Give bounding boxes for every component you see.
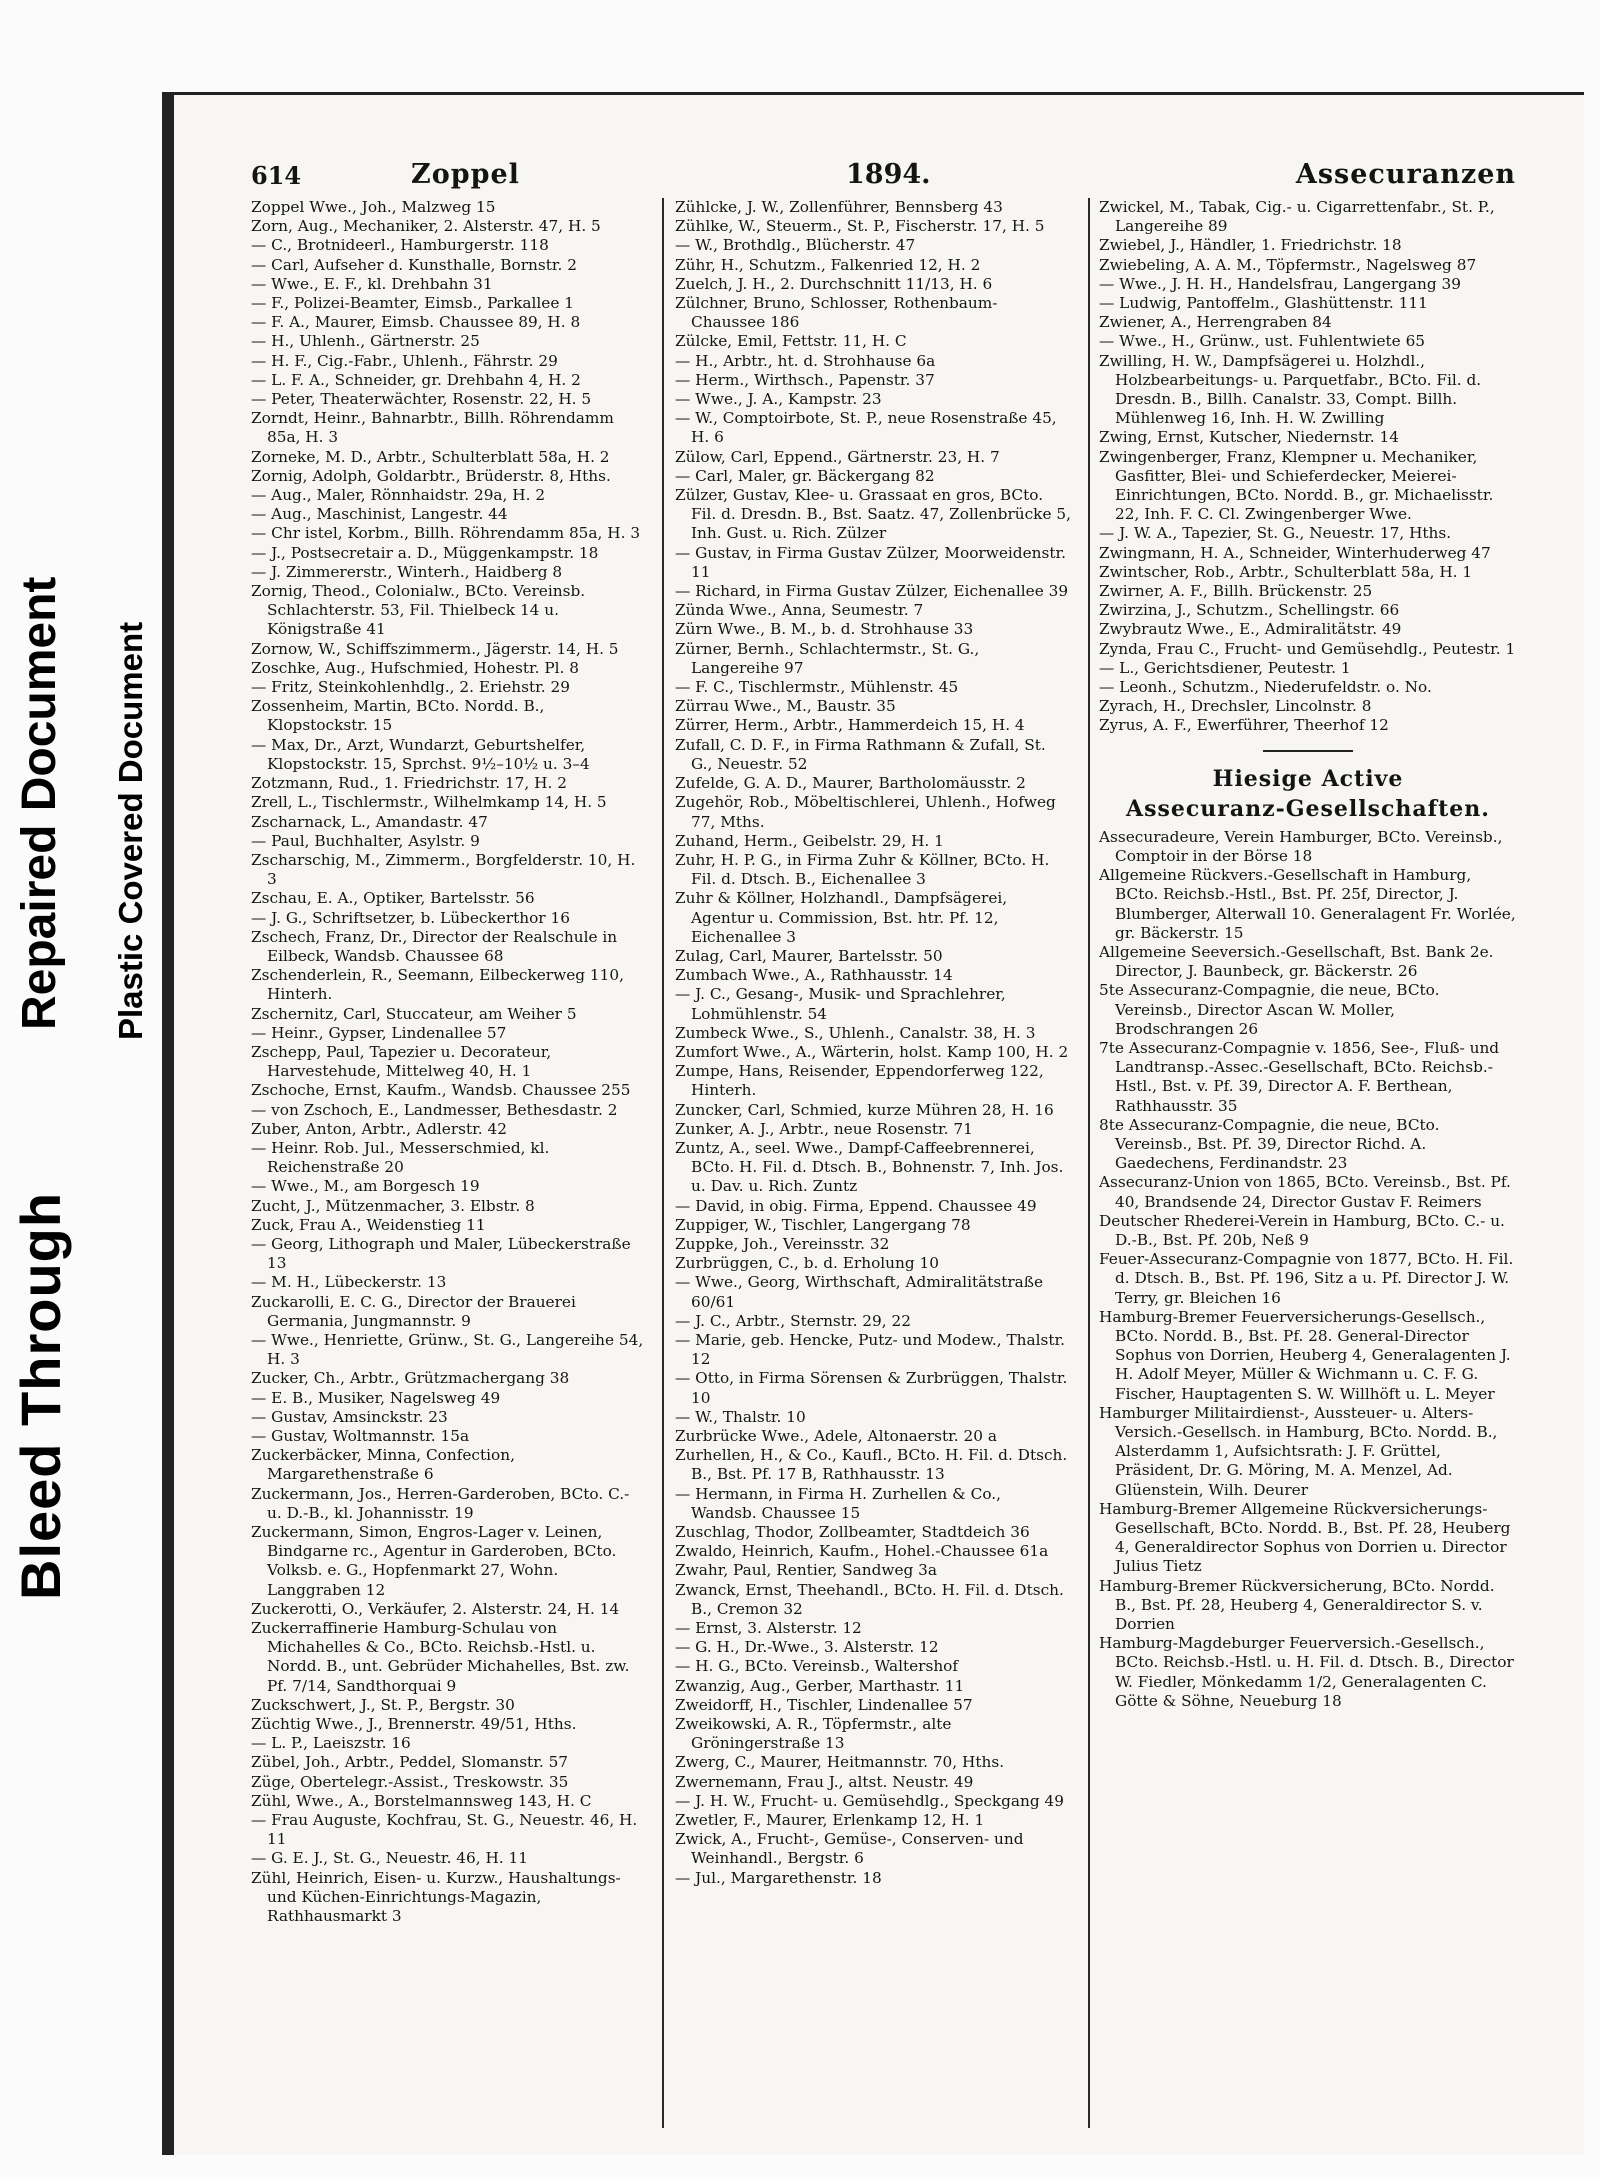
directory-entry: — Ernst, 3. Alsterstr. 12 — [675, 1619, 862, 1638]
directory-entry: Zwahr, Paul, Rentier, Sandweg 3a — [675, 1561, 938, 1580]
header-year: 1894. — [846, 159, 931, 190]
directory-entry: Zoschke, Aug., Hufschmied, Hohestr. Pl. 8 — [251, 658, 579, 677]
directory-entry: Zschenderlein, R., Seemann, Eilbeckerweg 110, Hinterh. — [251, 966, 624, 1004]
directory-entry: Züchtig Wwe., J., Brennerstr. 49/51, Hths. — [251, 1715, 577, 1734]
column-3-entries — [1099, 198, 1517, 736]
section-title-line-1: Hiesige Active — [1212, 765, 1404, 792]
directory-entry: Zwerg, C., Maurer, Heitmannstr. 70, Hths. — [675, 1753, 1005, 1772]
directory-entry: — W., Thalstr. 10 — [675, 1407, 806, 1426]
directory-entry: Zwernemann, Frau J., altst. Neustr. 49 — [675, 1772, 974, 1791]
directory-entry: 8te Assecuranz-Compagnie, die neue, BCto. Vereinsb., Bst. Pf. 39, Director Richd. A. Gaedechens, Ferdinandstr. 23 — [1099, 1115, 1440, 1173]
directory-entry: — Wwe., Georg, Wirthschaft, Admiralitätstraße 60/61 — [675, 1273, 1044, 1311]
directory-entry: Zumpe, Hans, Reisender, Eppendorferweg 122, Hinterh. — [675, 1062, 1044, 1100]
directory-entry: — Gustav, Woltmannstr. 15a — [251, 1427, 470, 1445]
directory-entry: — J. G., Schriftsetzer, b. Lübeckerthor 16 — [251, 908, 570, 927]
directory-entry: — Wwe., E. F., kl. Drehbahn 31 — [251, 274, 493, 293]
directory-entry: Zwaldo, Heinrich, Kaufm., Hohel.-Chaussee 61a — [675, 1542, 1049, 1561]
directory-entry: Allgemeine Rückvers.-Gesellschaft in Hamburg, BCto. Reichsb.-Hstl., Bst. Pf. 25f, Director, J. Blumberger, Alterwall 10. Generalagent Fr. Worlée, gr. Bäckerstr. 15 — [1099, 866, 1516, 942]
directory-entry: Zuckarolli, E. C. G., Director der Brauerei Germania, Jungmannstr. 9 — [251, 1292, 576, 1330]
directory-entry: — L. P., Laeiszstr. 16 — [251, 1734, 411, 1753]
directory-entry: Zumbeck Wwe., S., Uhlenh., Canalstr. 38, H. 3 — [675, 1023, 1036, 1042]
column-1 — [251, 198, 647, 2128]
directory-entry: Allgemeine Seeversich.-Gesellschaft, Bst. Bank 2e. Director, J. Baunbeck, gr. Bäckerstr. 26 — [1099, 942, 1494, 981]
directory-entry: Zschech, Franz, Dr., Director der Realschule in Eilbeck, Wandsb. Chaussee 68 — [251, 927, 618, 965]
directory-entry: Zuckerraffinerie Hamburg-Schulau von Michahelles & Co., BCto. Reichsb.-Hstl. u. Nordd. B., unt. Gebrüder Michahelles, Bst. zw. Pf. 7/14, Sandthorquai 9 — [251, 1619, 630, 1695]
page-content — [251, 153, 1526, 2148]
directory-entry: — Herm., Wirthsch., Papenstr. 37 — [675, 370, 935, 389]
directory-entry: — Wwe., M., am Borgesch 19 — [251, 1177, 480, 1196]
page-header — [251, 153, 1526, 193]
directory-entry: Zuckerbäcker, Minna, Confection, Margarethenstraße 6 — [251, 1446, 515, 1484]
directory-entry: — Aug., Maschinist, Langestr. 44 — [251, 505, 508, 524]
header-right-word: Assecuranzen — [1295, 159, 1516, 190]
directory-entry: Zwiener, A., Herrengraben 84 — [1099, 313, 1332, 332]
section-title-line-2: Assecuranz-Gesellschaften. — [1126, 795, 1490, 822]
directory-entry: Zübel, Joh., Arbtr., Peddel, Slomanstr. 57 — [251, 1753, 569, 1772]
directory-entry: Zühl, Heinrich, Eisen- u. Kurzw., Haushaltungs- und Küchen-Einrichtungs-Magazin, Rathhausmarkt 3 — [251, 1868, 621, 1926]
directory-entry: Zurhellen, H., & Co., Kaufl., BCto. H. Fil. d. Dtsch. B., Bst. Pf. 17 B, Rathhausstr. 13 — [675, 1446, 1068, 1484]
directory-entry: — Georg, Lithograph und Maler, Lübeckerstraße 13 — [251, 1234, 631, 1273]
directory-entry: Assecuradeure, Verein Hamburger, BCto. Vereinsb., Comptoir in der Börse 18 — [1099, 827, 1503, 865]
directory-entry: Zotzmann, Rud., 1. Friedrichstr. 17, H. 2 — [251, 774, 567, 793]
directory-entry: Zwing, Ernst, Kutscher, Niedernstr. 14 — [1099, 428, 1399, 447]
directory-entry: Zuhr, H. P. G., in Firma Zuhr & Köllner, BCto. H. Fil. d. Dtsch. B., Eichenallee 3 — [675, 850, 1050, 889]
directory-entry: — Marie, geb. Hencke, Putz- und Modew., Thalstr. 12 — [675, 1330, 1066, 1369]
directory-entry: — Peter, Theaterwächter, Rosenstr. 22, H. 5 — [251, 390, 592, 409]
directory-entry: Zühl, Wwe., A., Borstelmannsweg 143, H. C — [251, 1791, 592, 1810]
directory-entry: — Carl, Aufseher d. Kunsthalle, Bornstr. 2 — [251, 255, 577, 274]
directory-entry: Zürner, Bernh., Schlachtermstr., St. G., Langereihe 97 — [675, 639, 980, 677]
directory-entry: — David, in obig. Firma, Eppend. Chaussee 49 — [675, 1196, 1037, 1215]
column-3-insurance-entries — [1099, 828, 1517, 1711]
directory-entry: — Gustav, Amsinckstr. 23 — [251, 1407, 448, 1426]
directory-entry: Zucht, J., Mützenmacher, 3. Elbstr. 8 — [251, 1196, 535, 1215]
directory-entry: — Wwe., Henriette, Grünw., St. G., Langereihe 54, H. 3 — [251, 1330, 644, 1369]
directory-entry: — Leonh., Schutzm., Niederufeldstr. o. No. — [1099, 678, 1432, 697]
directory-entry: — Hermann, in Firma H. Zurhellen & Co., Wandsb. Chaussee 15 — [675, 1484, 1001, 1522]
directory-entry: Hamburg-Magdeburger Feuerversich.-Gesellsch., BCto. Reichsb.-Hstl. u. H. Fil. d. Dtsch. B., Director W. Fiedler, Mönkedamm 1/2, Generalagenten C. Götte & Söhne, Neueburg 18 — [1099, 1634, 1514, 1710]
page-number: 614 — [251, 161, 302, 190]
directory-entry: — L. F. A., Schneider, gr. Drehbahn 4, H. 2 — [251, 370, 581, 389]
directory-entry: Zweidorff, H., Tischler, Lindenallee 57 — [675, 1695, 973, 1714]
directory-entry: Zumfort Wwe., A., Wärterin, holst. Kamp 100, H. 2 — [675, 1042, 1069, 1061]
directory-entry: Zwintscher, Rob., Arbtr., Schulterblatt 58a, H. 1 — [1099, 562, 1473, 581]
directory-entry: — Richard, in Firma Gustav Zülzer, Eichenallee 39 — [675, 582, 1069, 601]
directory-entry: Zoppel Wwe., Joh., Malzweg 15 — [251, 198, 496, 216]
directory-entry: — J. Zimmererstr., Winterh., Haidberg 8 — [251, 562, 563, 581]
directory-entry: Zurbrücke Wwe., Adele, Altonaerstr. 20 a — [675, 1427, 997, 1445]
directory-entry: Hamburg-Bremer Allgemeine Rückversicherungs-Gesellschaft, BCto. Nordd. B., Bst. Pf. 28, Heuberg 4, Generaldirector Sophus von Dorrien u. Director Julius Tietz — [1099, 1499, 1511, 1576]
directory-entry: — Heinr. Rob. Jul., Messerschmied, kl. Reichenstraße 20 — [251, 1138, 550, 1177]
directory-entry: Zünda Wwe., Anna, Seumestr. 7 — [675, 601, 924, 620]
directory-entry: Zulag, Carl, Maurer, Bartelsstr. 50 — [675, 946, 943, 965]
directory-entry: — von Zschoch, E., Landmesser, Bethesdastr. 2 — [251, 1100, 618, 1119]
directory-entry: — J. W. A., Tapezier, St. G., Neuestr. 17, Hths. — [1099, 524, 1452, 543]
directory-entry: Zwanck, Ernst, Theehandl., BCto. H. Fil. d. Dtsch. B., Cremon 32 — [675, 1580, 1064, 1618]
directory-entry: 7te Assecuranz-Compagnie v. 1856, See-, Fluß- und Landtransp.-Assec.-Gesellschaft, BCto. Reichsb.-Hstl., Bst. v. Pf. 39, Director A. F. Berthean, Rathhausstr. 35 — [1099, 1038, 1500, 1115]
directory-entry: Zufelde, G. A. D., Maurer, Bartholomäusstr. 2 — [675, 774, 1026, 793]
directory-entry: Zwingmann, H. A., Schneider, Winterhuderweg 47 — [1099, 543, 1491, 562]
directory-entry: — Wwe., J. A., Kampstr. 23 — [675, 390, 882, 409]
directory-entry: Zorndt, Heinr., Bahnarbtr., Billh. Röhrendamm 85a, H. 3 — [251, 409, 614, 447]
directory-entry: — H., Arbtr., ht. d. Strohhause 6a — [675, 351, 936, 370]
directory-entry: Zühlcke, J. W., Zollenführer, Bennsberg 43 — [675, 198, 1003, 216]
directory-entry: Zorneke, M. D., Arbtr., Schulterblatt 58a, H. 2 — [251, 447, 610, 466]
directory-entry: Zuckschwert, J., St. P., Bergstr. 30 — [251, 1695, 515, 1714]
directory-entry: Zornig, Theod., Colonialw., BCto. Vereinsb. Schlachterstr. 53, Fil. Thielbeck 14 u. Königstraße 41 — [251, 582, 586, 639]
directory-entry: Zülzer, Gustav, Klee- u. Grassaat en gros, BCto. Fil. d. Dresdn. B., Bst. Saatz. 47, Zollenbrücke 5, Inh. Gust. u. Rich. Zülzer — [675, 486, 1071, 543]
directory-entry: Assecuranz-Union von 1865, BCto. Vereinsb., Bst. Pf. 40, Brandsende 24, Director Gustav F. Reimers — [1099, 1173, 1511, 1211]
directory-entry: — Aug., Maler, Rönnhaidstr. 29a, H. 2 — [251, 486, 546, 505]
directory-entry: — Heinr., Gypser, Lindenallee 57 — [251, 1023, 507, 1042]
directory-entry: — Paul, Buchhalter, Asylstr. 9 — [251, 831, 480, 850]
directory-entry: — Chr istel, Korbm., Billh. Röhrendamm 85a, H. 3 — [251, 524, 641, 543]
directory-entry: Zornow, W., Schiffszimmerm., Jägerstr. 14, H. 5 — [251, 639, 619, 658]
directory-entry: — J. C., Gesang-, Musik- und Sprachlehrer, Lohmühlenstr. 54 — [675, 985, 1006, 1023]
directory-entry: Zufall, C. D. F., in Firma Rathmann & Zufall, St. G., Neuestr. 52 — [675, 735, 1046, 773]
directory-entry: — Jul., Margarethenstr. 18 — [675, 1868, 882, 1887]
directory-entry: Zühlke, W., Steuerm., St. P., Fischerstr. 17, H. 5 — [675, 217, 1045, 236]
annotation-labels — [0, 0, 150, 2177]
directory-entry: Hamburg-Bremer Rückversicherung, BCto. Nordd. B., Bst. Pf. 28, Heuberg 4, Generaldirector S. v. Dorrien — [1099, 1576, 1495, 1634]
directory-entry: Zwingenberger, Franz, Klempner u. Mechaniker, Gasfitter, Blei- und Schieferdecker, Meierei-Einrichtungen, BCto. Nordd. B., gr. Michaelisstr. 22, Inh. F. C. Cl. Zwingenberger Wwe. — [1099, 447, 1494, 524]
column-3 — [1099, 198, 1517, 2128]
directory-entry: Zschernitz, Carl, Stuccateur, am Weiher 5 — [251, 1004, 577, 1023]
directory-entry: Zuhr & Köllner, Holzhandl., Dampfsägerei, Agentur u. Commission, Bst. htr. Pf. 12, Eichenallee 3 — [675, 889, 1008, 946]
directory-entry: — Carl, Maler, gr. Bäckergang 82 — [675, 466, 935, 485]
directory-entry: Zürn Wwe., B. M., b. d. Strohhause 33 — [675, 620, 974, 639]
directory-entry: — W., Comptoirbote, St. P., neue Rosenstraße 45, H. 6 — [675, 409, 1057, 447]
directory-entry: — J. C., Arbtr., Sternstr. 29, 22 — [675, 1311, 911, 1330]
scanned-page — [162, 92, 1584, 2155]
directory-entry: Zorn, Aug., Mechaniker, 2. Alsterstr. 47, H. 5 — [251, 217, 601, 236]
directory-entry: Zuschlag, Thodor, Zollbeamter, Stadtdeich 36 — [675, 1523, 1030, 1542]
directory-entry: Zynda, Frau C., Frucht- und Gemüsehdlg., Peutestr. 1 — [1099, 639, 1516, 658]
label-repaired-document: Repaired Document — [13, 576, 66, 1030]
section-separator — [1263, 750, 1353, 752]
directory-entry: Zwiebel, J., Händler, 1. Friedrichstr. 18 — [1099, 236, 1402, 255]
directory-entry: — J. H. W., Frucht- u. Gemüsehdlg., Speckgang 49 — [675, 1791, 1064, 1810]
directory-entry: Zuppke, Joh., Vereinsstr. 32 — [675, 1234, 890, 1253]
directory-entry: — J., Postsecretair a. D., Müggenkampstr. 18 — [251, 543, 599, 562]
directory-entry: Zwickel, M., Tabak, Cig.- u. Cigarrettenfabr., St. P., Langereihe 89 — [1099, 198, 1495, 236]
directory-entry: Hamburg-Bremer Feuerversicherungs-Gesellsch., BCto. Nordd. B., Bst. Pf. 28. General-Director Sophus von Dorrien, Heuberg 4, Generalagenten J. H. Adolf Meyer, Müller & Wichmann u. C. F. G. Fischer, Hauptagenten S. W. Willhöft u. L. Meyer — [1099, 1307, 1511, 1403]
directory-entry: Zucker, Ch., Arbtr., Grützmachergang 38 — [251, 1369, 570, 1388]
directory-entry: — Wwe., J. H. H., Handelsfrau, Langergang 39 — [1099, 274, 1462, 293]
label-plastic-covered-document: Plastic Covered Document — [112, 621, 149, 1040]
directory-entry: Zuppiger, W., Tischler, Langergang 78 — [675, 1215, 971, 1234]
directory-entry: Zuck, Frau A., Weidenstieg 11 — [251, 1215, 486, 1234]
directory-entry: — Max, Dr., Arzt, Wundarzt, Geburtshelfer, Klopstockstr. 15, Sprchst. 9½–10½ u. 3–4 — [251, 735, 590, 773]
directory-entry: Zrell, L., Tischlermstr., Wilhelmkamp 14, H. 5 — [251, 793, 607, 812]
column-divider — [1088, 198, 1090, 2128]
directory-entry: Zyrus, A. F., Ewerführer, Theerhof 12 — [1099, 716, 1389, 735]
directory-entry: — H. G., BCto. Vereinsb., Waltershof — [675, 1657, 959, 1676]
directory-entry: Zuhand, Herm., Geibelstr. 29, H. 1 — [675, 831, 944, 850]
directory-entry: Zwirner, A. F., Billh. Brückenstr. 25 — [1099, 582, 1373, 601]
directory-entry: — Gustav, in Firma Gustav Zülzer, Moorweidenstr. 11 — [675, 543, 1066, 581]
directory-entry: Zwanzig, Aug., Gerber, Marthastr. 11 — [675, 1676, 965, 1695]
directory-entry: Zuncker, Carl, Schmied, kurze Mühren 28, H. 16 — [675, 1100, 1054, 1119]
directory-entry: Zuntz, A., seel. Wwe., Dampf-Caffeebrennerei, BCto. H. Fil. d. Dtsch. B., Bohnenstr. 7, Inh. Jos. u. Dav. u. Rich. Zuntz — [675, 1138, 1064, 1196]
directory-entry: — H. F., Cig.-Fabr., Uhlenh., Fährstr. 29 — [251, 351, 558, 370]
directory-entry: Deutscher Rhederei-Verein in Hamburg, BCto. C.- u. D.-B., Bst. Pf. 20b, Neß 9 — [1099, 1211, 1505, 1249]
directory-entry: Zschepp, Paul, Tapezier u. Decorateur, Harvestehude, Mittelweg 40, H. 1 — [251, 1042, 552, 1081]
directory-entry: Zwetler, F., Maurer, Erlenkamp 12, H. 1 — [675, 1811, 985, 1830]
directory-entry: Zwick, A., Frucht-, Gemüse-, Conserven- und Weinhandl., Bergstr. 6 — [675, 1830, 1024, 1868]
directory-entry: — C., Brotnideerl., Hamburgerstr. 118 — [251, 236, 549, 255]
directory-entry: 5te Assecuranz-Compagnie, die neue, BCto. Vereinsb., Director Ascan W. Moller, Brodschrangen 26 — [1099, 981, 1440, 1038]
directory-entry: — Fritz, Steinkohlenhdlg., 2. Eriehstr. 29 — [251, 678, 570, 697]
directory-entry: Zuckermann, Simon, Engros-Lager v. Leinen, Bindgarne rc., Agentur in Garderoben, BCto. Volksb. e. G., Hopfenmarkt 27, Wohn. Langgraben 12 — [251, 1523, 617, 1599]
directory-entry: Zühr, H., Schutzm., Falkenried 12, H. 2 — [675, 255, 981, 274]
directory-entry: — Otto, in Firma Sörensen & Zurbrüggen, Thalstr. 10 — [675, 1369, 1068, 1407]
directory-entry: Zornig, Adolph, Goldarbtr., Brüderstr. 8, Hths. — [251, 466, 611, 485]
directory-entry: — Ludwig, Pantoffelm., Glashüttenstr. 111 — [1099, 294, 1428, 313]
directory-entry: — H., Uhlenh., Gärtnerstr. 25 — [251, 332, 480, 351]
directory-entry: Zülow, Carl, Eppend., Gärtnerstr. 23, H. 7 — [675, 447, 1000, 466]
directory-entry: Zyrach, H., Drechsler, Lincolnstr. 8 — [1099, 697, 1372, 716]
directory-entry: Zürrer, Herm., Arbtr., Hammerdeich 15, H. 4 — [675, 716, 1025, 735]
directory-entry: Zossenheim, Martin, BCto. Nordd. B., Klopstockstr. 15 — [251, 697, 545, 735]
directory-entry: — Wwe., H., Grünw., ust. Fuhlentwiete 65 — [1099, 332, 1426, 351]
directory-entry: Zuckerotti, O., Verkäufer, 2. Alsterstr. 24, H. 14 — [251, 1599, 620, 1618]
directory-entry: Zwirzina, J., Schutzm., Schellingstr. 66 — [1099, 601, 1400, 620]
directory-entry: — G. H., Dr.-Wwe., 3. Alsterstr. 12 — [675, 1638, 939, 1657]
directory-entry: Zschau, E. A., Optiker, Bartelsstr. 56 — [251, 889, 535, 908]
directory-entry: — Frau Auguste, Kochfrau, St. G., Neuestr. 46, H. 11 — [251, 1811, 638, 1849]
header-left-word: Zoppel — [411, 159, 520, 190]
directory-entry: — E. B., Musiker, Nagelsweg 49 — [251, 1388, 501, 1407]
directory-entry: Zugehör, Rob., Möbeltischlerei, Uhlenh., Hofweg 77, Mths. — [675, 793, 1056, 831]
label-bleed-through: Bleed Through — [9, 1191, 72, 1600]
directory-entry: Zürrau Wwe., M., Baustr. 35 — [675, 697, 896, 716]
directory-entry: Hamburger Militairdienst-, Aussteuer- u. Alters-Versich.-Gesellsch. in Hamburg, BCto. Nordd. B., Alsterdamm 1, Aufsichtsrath: J. F. Grüttel, Präsident, Dr. G. Möring, M. A. Menzel, Ad. Glüenstein, Wilh. Deurer — [1099, 1403, 1498, 1499]
directory-entry: — F., Polizei-Beamter, Eimsb., Parkallee 1 — [251, 294, 574, 313]
directory-entry: Zwiebeling, A. A. M., Töpfermstr., Nagelsweg 87 — [1099, 255, 1477, 274]
directory-entry: Zwybrautz Wwe., E., Admiralitätstr. 49 — [1099, 620, 1402, 639]
directory-entry: Zweikowski, A. R., Töpfermstr., alte Gröningerstraße 13 — [675, 1715, 952, 1753]
directory-entry: — F. A., Maurer, Eimsb. Chaussee 89, H. 8 — [251, 313, 581, 332]
directory-entry: — W., Brothdlg., Blücherstr. 47 — [675, 236, 916, 255]
directory-entry: Zuckermann, Jos., Herren-Garderoben, BCto. C.- u. D.-B., kl. Johannisstr. 19 — [251, 1484, 630, 1522]
directory-entry: Zunker, A. J., Arbtr., neue Rosenstr. 71 — [675, 1119, 973, 1138]
column-divider — [662, 198, 664, 2128]
column-2 — [675, 198, 1071, 2128]
directory-entry: Zuelch, J. H., 2. Durchschnitt 11/13, H. 6 — [675, 274, 993, 293]
directory-entry: Züge, Obertelegr.-Assist., Treskowstr. 35 — [251, 1772, 569, 1791]
directory-entry: Feuer-Assecuranz-Compagnie von 1877, BCto. H. Fil. d. Dtsch. B., Bst. Pf. 196, Sitz a u. Pf. Director J. W. Terry, gr. Bleichen 16 — [1099, 1250, 1514, 1307]
directory-entry: Zscharnack, L., Amandastr. 47 — [251, 812, 488, 831]
directory-entry: Zscharschig, M., Zimmerm., Borgfelderstr. 10, H. 3 — [251, 850, 636, 889]
directory-entry: — M. H., Lübeckerstr. 13 — [251, 1273, 447, 1292]
directory-entry: — L., Gerichtsdiener, Peutestr. 1 — [1099, 658, 1351, 677]
directory-entry: Zurbrüggen, C., b. d. Erholung 10 — [675, 1254, 939, 1273]
directory-entry: Zumbach Wwe., A., Rathhausstr. 14 — [675, 966, 953, 985]
directory-entry: Zschoche, Ernst, Kaufm., Wandsb. Chaussee 255 — [251, 1081, 631, 1100]
directory-entry: Zülchner, Bruno, Schlosser, Rothenbaum-Chaussee 186 — [675, 294, 998, 332]
directory-entry: Zuber, Anton, Arbtr., Adlerstr. 42 — [251, 1119, 507, 1138]
directory-entry: — G. E. J., St. G., Neuestr. 46, H. 11 — [251, 1849, 529, 1868]
directory-entry: Zwilling, H. W., Dampfsägerei u. Holzhdl., Holzbearbeitungs- u. Parquetfabr., BCto. Fil. d. Dresdn. B., Billh. Canalstr. 33, Compt. Billh. Mühlenweg 16, Inh. H. W. Zwilling — [1099, 351, 1482, 428]
directory-entry: Zülcke, Emil, Fettstr. 11, H. C — [675, 332, 907, 351]
directory-entry: — F. C., Tischlermstr., Mühlenstr. 45 — [675, 678, 959, 697]
